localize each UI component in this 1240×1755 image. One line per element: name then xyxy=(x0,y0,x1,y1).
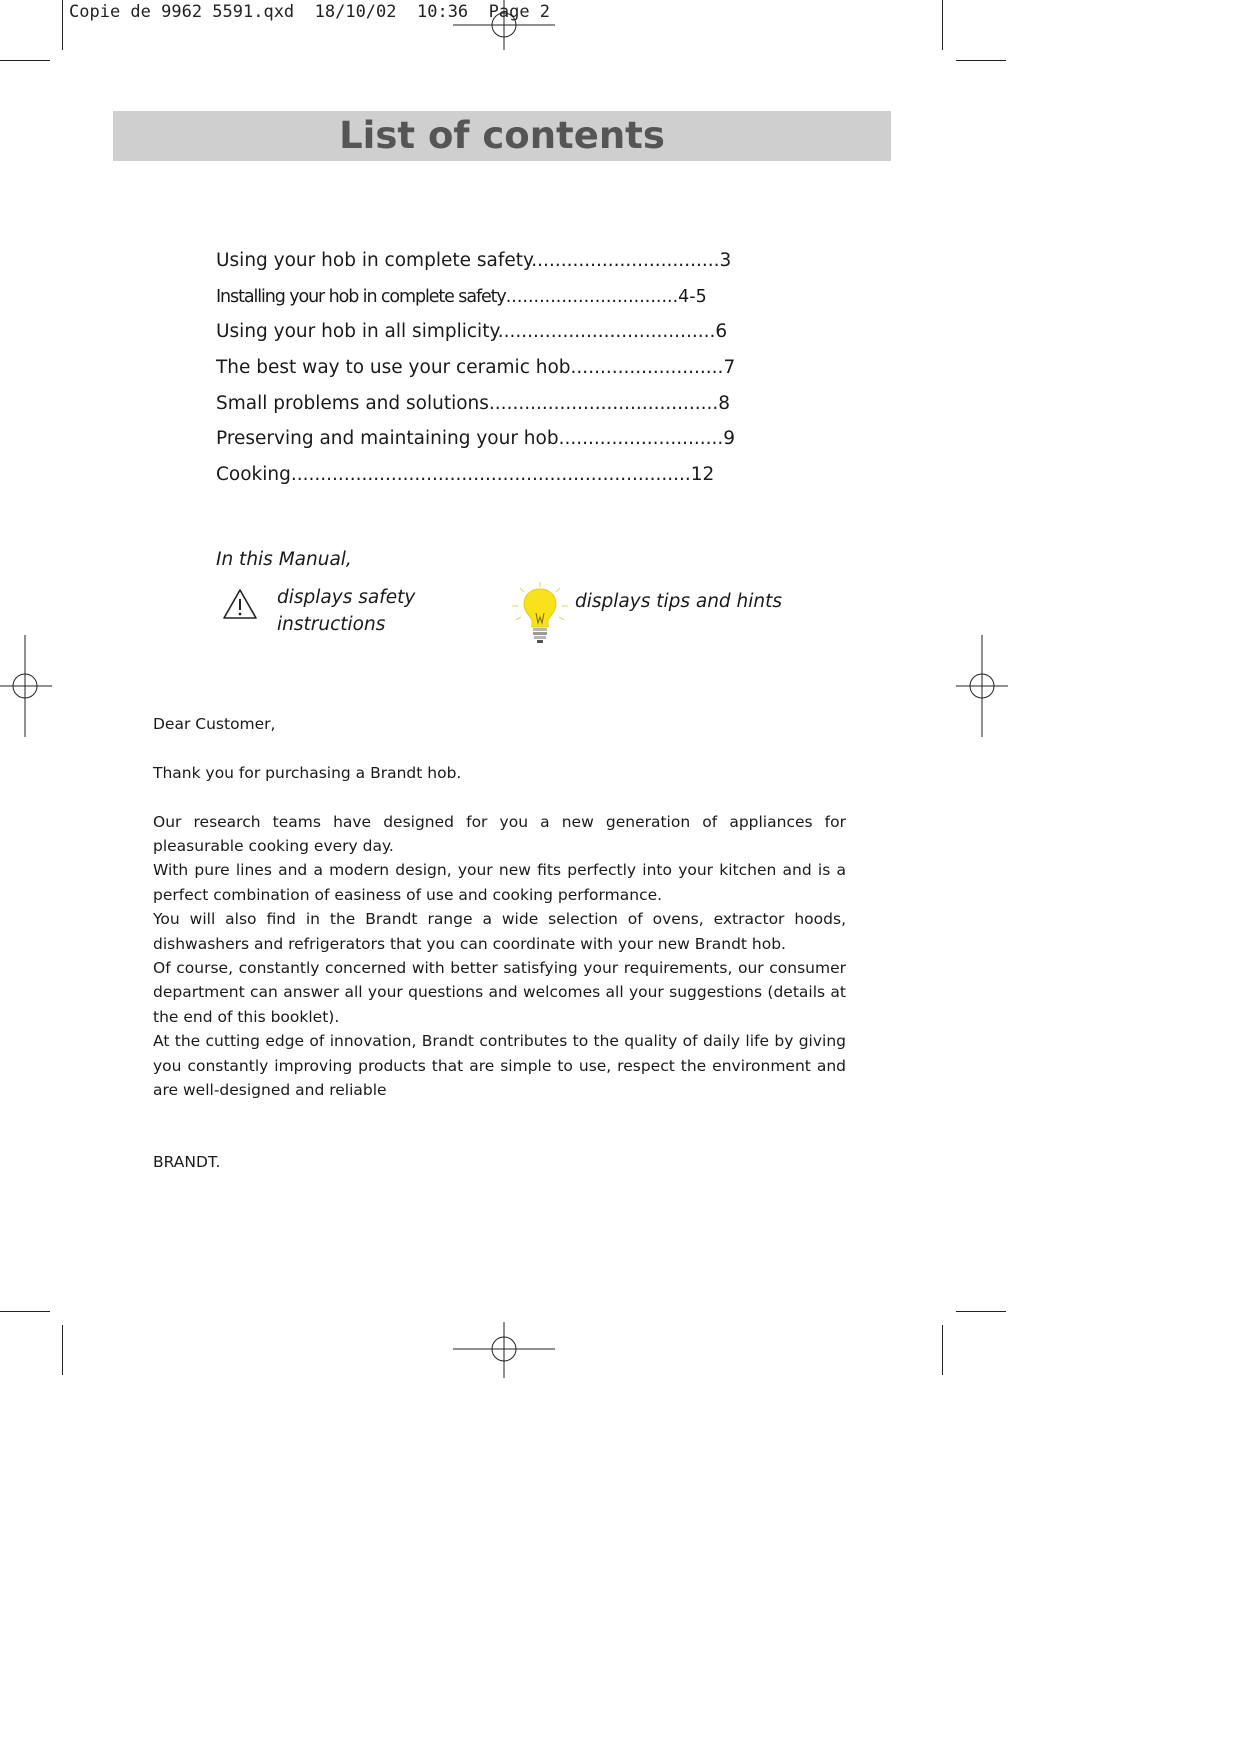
toc-leader-dots: ............................ xyxy=(558,428,724,450)
toc-page-number: 9 xyxy=(723,428,736,450)
toc-entry-title: Using your hob in complete safety xyxy=(216,250,532,271)
registration-mark-icon xyxy=(453,0,555,52)
toc-entry-title: Cooking xyxy=(216,464,291,486)
toc-entry-title: Small problems and solutions xyxy=(216,392,489,414)
toc-entry[interactable] xyxy=(216,460,816,496)
toc-entry[interactable] xyxy=(216,424,816,460)
letter-greeting: Dear Customer, xyxy=(153,715,276,733)
letter-paragraph: At the cutting edge of innovation, Brandt contributes to the quality of daily life by giving you constantly improving products that are simple to use, respect the environment and are well-designed and reliable xyxy=(153,1032,846,1100)
crop-mark xyxy=(0,60,50,61)
tips-legend-text: displays tips and hints xyxy=(575,591,783,612)
toc-page-number: 8 xyxy=(718,392,731,414)
toc-entry-title: Preserving and maintaining your hob xyxy=(216,428,559,450)
crop-mark xyxy=(956,60,1006,61)
toc-page-number: 6 xyxy=(715,321,728,343)
crop-mark xyxy=(942,0,943,50)
letter-paragraph: Of course, constantly concerned with better satisfying your requirements, our consumer department can answer all your questions and welcomes all your suggestions (details at the end of this booklet). xyxy=(153,959,846,1026)
toc-entry-title: The best way to use your ceramic hob xyxy=(216,357,571,379)
safety-legend-line: displays safety xyxy=(277,587,416,608)
registration-mark-icon xyxy=(0,635,52,737)
letter-signature: BRANDT. xyxy=(153,1153,221,1171)
letter-paragraph: Our research teams have designed for you a new generation of appliances for pleasurable cooking every day. xyxy=(153,812,846,855)
warning-triangle-icon xyxy=(222,588,258,620)
print-slug: Copie de 9962 5591.qxd 18/10/02 10:36 Page 2 xyxy=(69,2,551,22)
toc-entry[interactable] xyxy=(216,389,816,425)
crop-mark xyxy=(956,1311,1006,1312)
letter-paragraph: You will also find in the Brandt range a wide selection of ovens, extractor hoods, dishwashers and refrigerators that you can coordinate with your new Brandt hob. xyxy=(153,910,846,953)
toc-entry[interactable] xyxy=(216,282,816,318)
toc-entry-title: Installing your hob in complete safety xyxy=(216,286,506,307)
light-bulb-icon xyxy=(508,580,572,646)
letter-body xyxy=(153,712,846,1102)
registration-mark-icon xyxy=(956,635,1008,737)
crop-mark xyxy=(942,1325,943,1375)
toc-entry-title: Using your hob in all simplicity xyxy=(216,321,498,343)
toc-leader-dots: ....................................... xyxy=(488,392,719,414)
registration-mark-icon xyxy=(453,1322,555,1378)
letter-thanks: Thank you for purchasing a Brandt hob. xyxy=(153,763,462,782)
toc-leader-dots: .......................... xyxy=(570,357,724,379)
toc-leader-dots: .................................................................... xyxy=(290,464,691,486)
toc-entry[interactable] xyxy=(216,317,816,353)
table-of-contents xyxy=(216,246,816,496)
toc-entry[interactable] xyxy=(216,353,816,389)
crop-mark xyxy=(62,0,63,50)
toc-page-number: 3 xyxy=(719,250,732,271)
page-title: List of contents xyxy=(339,114,665,157)
toc-leader-dots: ............................... xyxy=(505,286,679,307)
crop-mark xyxy=(62,1325,63,1375)
legend-intro: In this Manual, xyxy=(216,549,352,570)
toc-leader-dots: ..................................... xyxy=(497,321,716,343)
toc-page-number: 4-5 xyxy=(678,286,707,307)
safety-legend-text xyxy=(277,584,415,638)
toc-page-number: 7 xyxy=(723,357,736,379)
toc-entry[interactable] xyxy=(216,246,816,282)
letter-paragraph: With pure lines and a modern design, your new fits perfectly into your kitchen and is a perfect combination of easiness of use and cooking performance. xyxy=(153,861,846,904)
crop-mark xyxy=(0,1311,50,1312)
safety-legend-line: instructions xyxy=(277,614,386,635)
toc-leader-dots: ................................ xyxy=(531,250,720,271)
toc-page-number: 12 xyxy=(690,464,715,486)
